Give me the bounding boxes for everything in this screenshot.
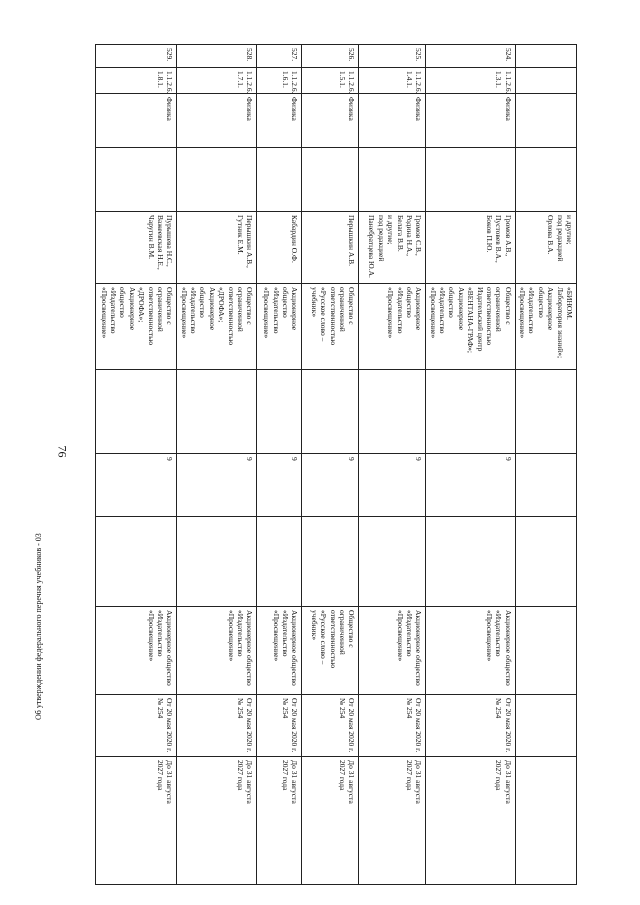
cell-empty xyxy=(515,45,576,68)
cell-grade: 9 xyxy=(426,454,515,517)
cell-empty xyxy=(302,370,359,454)
cell-empty xyxy=(515,757,576,885)
cell-code: 1.1.2.6. 1.8.1. xyxy=(96,68,177,94)
cell-subject: Физика xyxy=(302,94,359,148)
cell-organization: Акционерное общество «Издательство «Просвещение» xyxy=(359,607,426,695)
cell-empty xyxy=(515,370,576,454)
table-row xyxy=(257,45,302,885)
table-row xyxy=(426,45,515,885)
page-number: 76 xyxy=(55,445,70,458)
cell-grade: 9 xyxy=(257,454,302,517)
cell-grade: 9 xyxy=(359,454,426,517)
cell-grade: 9 xyxy=(177,454,257,517)
cell-empty xyxy=(515,94,576,148)
cell-empty xyxy=(515,517,576,607)
cell-empty xyxy=(359,148,426,212)
cell-authors: Громов С.В., Родина Н.А., Белага В.В. и другие; под редакцией Панебратцева Ю.А. xyxy=(359,212,426,284)
cell-empty xyxy=(515,695,576,757)
cell-publisher: Общество с ограниченной ответственностью Издательский центр «ВЕНТАНА-ГРАФ»; Акционерное общество «Издательство «Просвещение» xyxy=(426,284,515,370)
table-row xyxy=(302,45,359,885)
table-row xyxy=(177,45,257,885)
cell-empty xyxy=(515,148,576,212)
cell-organization: Акционерное общество «Издательство «Просвещение» xyxy=(426,607,515,695)
cell-code: 1.1.2.6. 1.7.1. xyxy=(177,68,257,94)
cell-authors: Громов А.В., Пустовев В.А., Боков П.Ю. xyxy=(426,212,515,284)
cell-publisher: «БИНОМ. Лаборатория знаний»; Акционерное общество «Издательство «Просвещение» xyxy=(515,284,576,370)
textbook-list-table xyxy=(95,44,577,885)
cell-empty xyxy=(515,607,576,695)
cell-publisher: Общество с ограниченной ответственностью «Русское слово – учебник» xyxy=(302,284,359,370)
cell-authors: Перышкин А.В., Гутник Е.М. xyxy=(177,212,257,284)
table-row xyxy=(96,45,177,885)
cell-number: 525. xyxy=(359,45,426,68)
cell-date: До 31 августа 2027 года xyxy=(177,757,257,885)
cell-empty xyxy=(302,148,359,212)
cell-subject: Физика xyxy=(359,94,426,148)
cell-publisher: Общество с ограниченной ответственностью «ДРОФА»; Акционерное общество «Издательство «Просвещение» xyxy=(177,284,257,370)
cell-publisher: Общество с ограниченной ответственностью «ДРОФА»; Акционерное общество «Издательство «Просвещение» xyxy=(96,284,177,370)
cell-subject: Физика xyxy=(257,94,302,148)
cell-order: От 20 мая 2020 г. № 254 xyxy=(177,695,257,757)
page-footer: Об утверждении федерального перечня учебников - 03 xyxy=(34,533,43,720)
cell-grade: 9 xyxy=(302,454,359,517)
cell-empty xyxy=(426,370,515,454)
cell-code: 1.1.2.6. 1.5.1. xyxy=(302,68,359,94)
cell-empty xyxy=(515,454,576,517)
cell-organization: Акционерное общество «Издательство «Просвещение» xyxy=(177,607,257,695)
cell-subject: Физика xyxy=(426,94,515,148)
cell-date: До 31 августа 2027 года xyxy=(96,757,177,885)
cell-order: От 20 мая 2020 г. № 254 xyxy=(302,695,359,757)
cell-publisher: Акционерное общество «Издательство «Просвещение» xyxy=(257,284,302,370)
cell-number: 528. xyxy=(177,45,257,68)
cell-empty xyxy=(359,370,426,454)
cell-code: 1.1.2.6. 1.3.1. xyxy=(426,68,515,94)
table-row-continuation xyxy=(515,45,576,885)
cell-grade: 9 xyxy=(96,454,177,517)
cell-authors: и другие; под редакцией Орлова В.А. xyxy=(515,212,576,284)
cell-empty xyxy=(96,517,177,607)
cell-order: От 20 мая 2020 г. № 254 xyxy=(426,695,515,757)
cell-empty xyxy=(257,148,302,212)
cell-number: 527. xyxy=(257,45,302,68)
cell-date: До 31 августа 2027 года xyxy=(257,757,302,885)
cell-order: От 20 мая 2020 г. № 254 xyxy=(359,695,426,757)
cell-empty xyxy=(96,148,177,212)
cell-empty xyxy=(257,517,302,607)
cell-organization: Общество с ограниченной ответственностью «Русское слово – учебник» xyxy=(302,607,359,695)
cell-empty xyxy=(177,148,257,212)
cell-number: 524. xyxy=(426,45,515,68)
cell-date: До 31 августа 2027 года xyxy=(302,757,359,885)
cell-empty xyxy=(302,517,359,607)
cell-empty xyxy=(515,68,576,94)
cell-order: От 20 мая 2020 г. № 254 xyxy=(96,695,177,757)
cell-organization: Акционерное общество «Издательство «Просвещение» xyxy=(257,607,302,695)
cell-empty xyxy=(426,517,515,607)
cell-empty xyxy=(257,370,302,454)
cell-code: 1.1.2.6. 1.6.1. xyxy=(257,68,302,94)
cell-code: 1.1.2.6. 1.4.1. xyxy=(359,68,426,94)
cell-authors: Кабардин О.Ф. xyxy=(257,212,302,284)
cell-empty xyxy=(96,370,177,454)
cell-empty xyxy=(426,148,515,212)
cell-empty xyxy=(177,517,257,607)
cell-empty xyxy=(177,370,257,454)
cell-number: 529. xyxy=(96,45,177,68)
cell-date: До 31 августа 2027 года xyxy=(359,757,426,885)
document-sheet xyxy=(99,44,577,884)
cell-authors: Перышкин А.В. xyxy=(302,212,359,284)
cell-subject: Физика xyxy=(96,94,177,148)
cell-number: 526. xyxy=(302,45,359,68)
cell-organization: Акционерное общество «Издательство «Просвещение» xyxy=(96,607,177,695)
cell-authors: Пурышева Н.С., Важеевская Н.Е., Чаругин В.М. xyxy=(96,212,177,284)
table-row xyxy=(359,45,426,885)
cell-date: До 31 августа 2027 года xyxy=(426,757,515,885)
cell-subject: Физика xyxy=(177,94,257,148)
cell-order: От 20 мая 2020 г. № 254 xyxy=(257,695,302,757)
cell-empty xyxy=(359,517,426,607)
cell-publisher: Акционерное общество «Издательство «Просвещение» xyxy=(359,284,426,370)
